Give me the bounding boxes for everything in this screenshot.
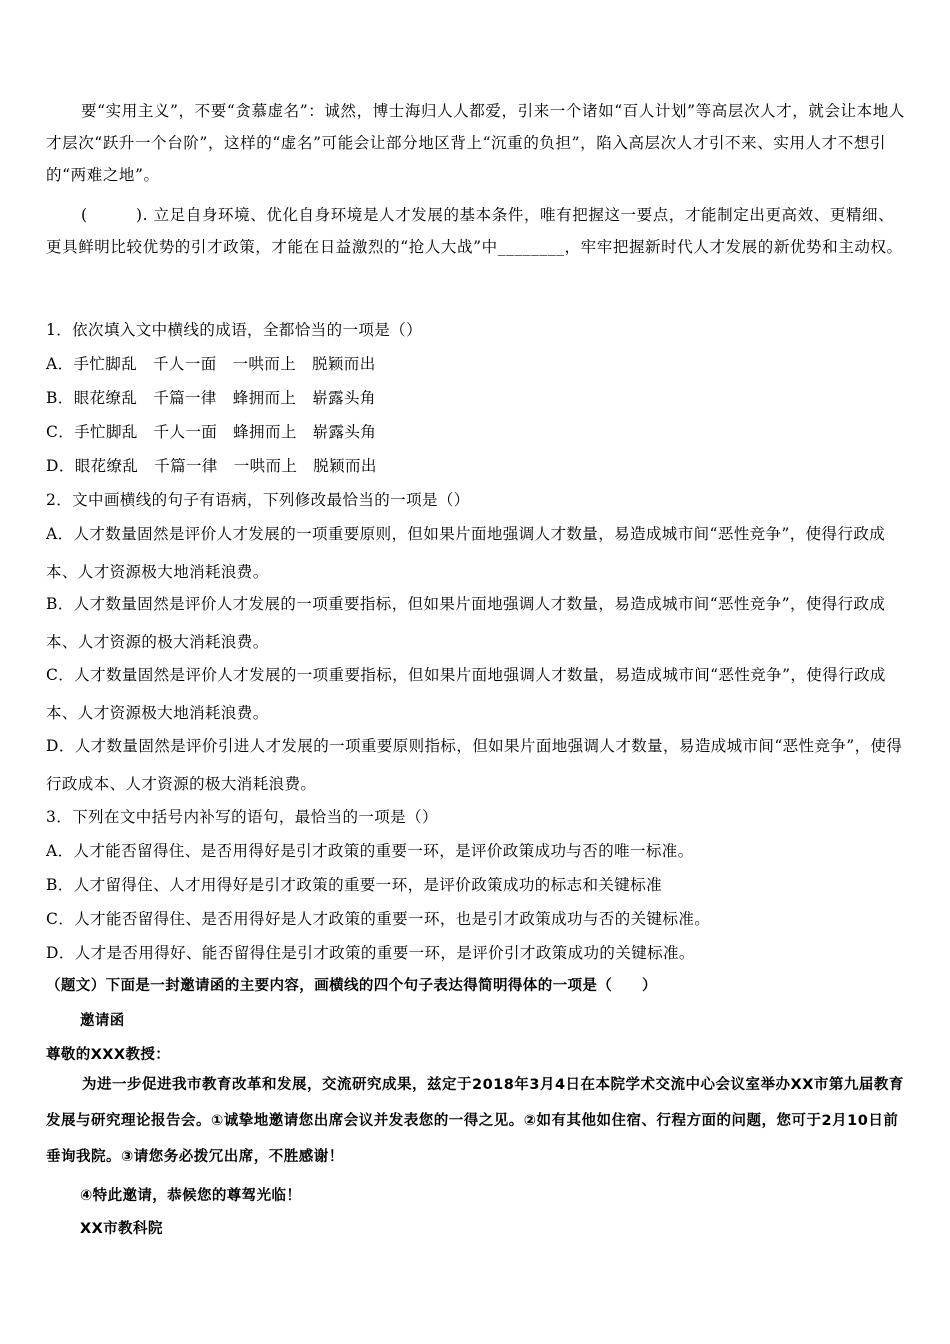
question-3-stem: 3．下列在文中括号内补写的语句，最恰当的一项是（）: [46, 808, 438, 826]
question-3-option-d: D．人才是否用得好、能否留得住是引才政策的重要一环，是评价引才政策成功的关键标准。: [46, 944, 695, 962]
question-2-stem: 2．文中画横线的句子有语病，下列修改最恰当的一项是（）: [46, 491, 470, 509]
question-3-option-a: A．人才能否留得住、是否用得好是引才政策的重要一环，是评价政策成功与否的唯一标准。: [46, 842, 694, 860]
letter-body: 为进一步促进我市教育改革和发展，交流研究成果，兹定于2018年3月4日在本院学术交流中心会议室举办XX市第九届教育发展与研究理论报告会。①诚挚地邀请您出席会议并发表您的一得之见。②如有其他如住宿、行程方面的问题，您可于2月10日前垂询我院。③请您务必拨冗出席，不胜感谢！: [46, 1077, 904, 1165]
letter-salutation: 尊敬的XXX教授：: [46, 1047, 171, 1063]
question-4-stem: （题文）下面是一封邀请函的主要内容，画横线的四个句子表达得简明得体的一项是（ ）: [46, 978, 657, 994]
letter-closing: ④特此邀请，恭候您的尊驾光临！: [80, 1188, 302, 1204]
letter-signature: XX市教科院: [80, 1221, 163, 1237]
question-3-option-b: B．人才留得住、人才用得好是引才政策的重要一环，是评价政策成功的标志和关键标准: [46, 876, 662, 894]
question-1-option-c: C．手忙脚乱 千人一面 蜂拥而上 崭露头角: [46, 423, 377, 441]
question-3-option-c: C．人才能否留得住、是否用得好是人才政策的重要一环，也是引才政策成功与否的关键标准。: [46, 910, 711, 928]
question-2-option-d: D．人才数量固然是评价引进人才发展的一项重要原则指标，但如果片面地强调人才数量，易造成城市间“恶性竞争”，使得行政成本、人才资源的极大消耗浪费。: [46, 737, 903, 793]
passage-paragraph-2: ( ). 立足自身环境、优化自身环境是人才发展的基本条件，唯有把握这一要点，才能制定出更高效、更精细、更具鲜明比较优势的引才政策，才能在日益激烈的“抢人大战”中________，牢牢把握新时代人才发展的新优势和主动权。: [46, 206, 903, 256]
question-1-option-d: D．眼花缭乱 千篇一律 一哄而上 脱颖而出: [46, 457, 377, 475]
question-2-option-a: A．人才数量固然是评价人才发展的一项重要原则，但如果片面地强调人才数量，易造成城市间“恶性竞争”，使得行政成本、人才资源极大地消耗浪费。: [46, 525, 886, 581]
question-1-option-b: B．眼花缭乱 千篇一律 蜂拥而上 崭露头角: [46, 389, 376, 407]
question-1-stem: 1．依次填入文中横线的成语，全都恰当的一项是（）: [46, 321, 422, 339]
question-2-option-c: C．人才数量固然是评价人才发展的一项重要指标，但如果片面地强调人才数量，易造成城市间“恶性竞争”，使得行政成本、人才资源极大地消耗浪费。: [46, 666, 886, 722]
passage-paragraph-1: 要“实用主义”，不要“贪慕虚名”：诚然，博士海归人人都爱，引来一个诸如“百人计划”等高层次人才，就会让本地人才层次“跃升一个台阶”，这样的“虚名”可能会让部分地区背上“沉重的负担”，陷入高层次人才引不来、实用人才不想引的“两难之地”。: [46, 102, 905, 184]
question-1-option-a: A．手忙脚乱 千人一面 一哄而上 脱颖而出: [46, 355, 376, 373]
question-2-option-b: B．人才数量固然是评价人才发展的一项重要指标，但如果片面地强调人才数量，易造成城市间“恶性竞争”，使得行政成本、人才资源的极大消耗浪费。: [46, 595, 886, 651]
letter-title: 邀请函: [80, 1013, 125, 1029]
